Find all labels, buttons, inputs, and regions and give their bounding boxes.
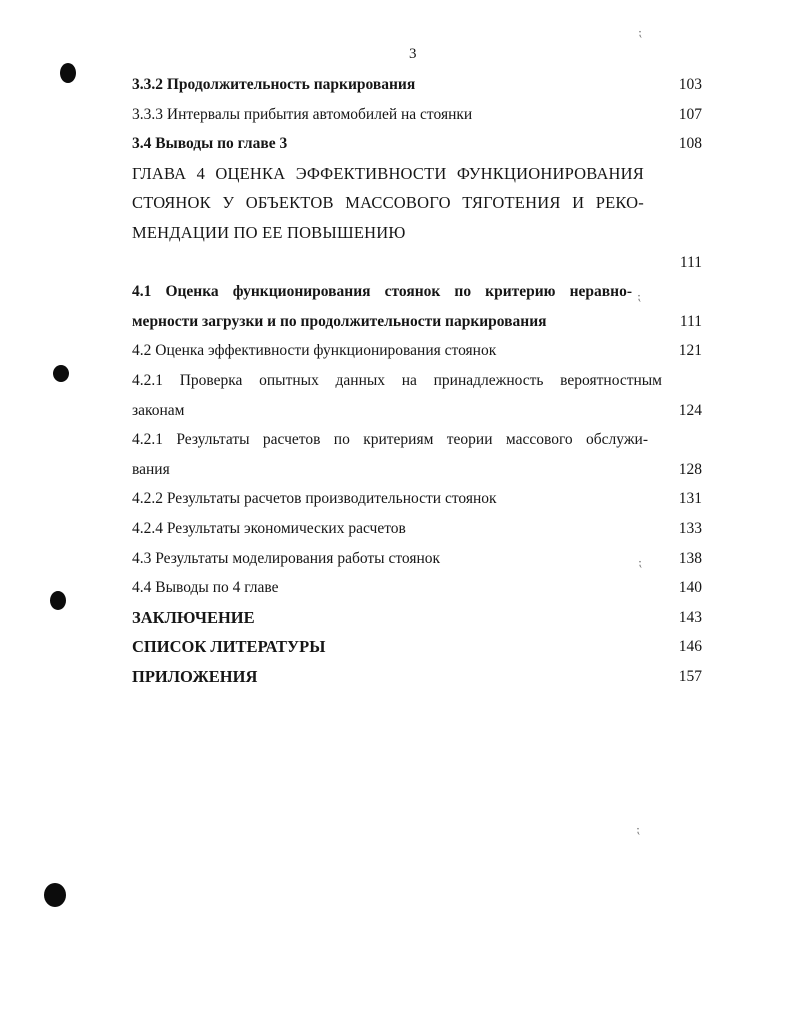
toc-entry-4-2-1a-line-2 xyxy=(132,396,702,426)
toc-entry-3-4 xyxy=(132,129,702,159)
toc-entry-label: мерности загрузки и по продолжительности паркирования xyxy=(132,312,547,330)
toc-entry-page: 124 xyxy=(678,401,702,419)
toc-entry-page: 133 xyxy=(678,519,702,537)
toc-entry-4-1-line-2 xyxy=(132,307,702,337)
toc-entry-page: 157 xyxy=(678,667,702,685)
toc-entry-page: 140 xyxy=(678,579,702,597)
toc-entry-conclusion xyxy=(132,603,702,633)
toc-entry-chapter-4-page-row xyxy=(132,248,702,278)
hole-punch-mark-4 xyxy=(44,883,66,907)
toc-entry-3-3-2 xyxy=(132,70,702,100)
toc-entry-page: 138 xyxy=(678,549,702,567)
toc-entry-4-2-4 xyxy=(132,514,702,544)
toc-entry-4-2-1b-line-1 xyxy=(132,425,702,455)
scan-speck-3: ⁏ xyxy=(638,555,643,569)
page-number: 3 xyxy=(409,46,417,62)
toc-entry-label: 4.2.2 Результаты расчетов производительности стоянок xyxy=(132,490,497,508)
toc-entry-page: 111 xyxy=(679,253,702,271)
scan-speck-2: ⁏ xyxy=(637,289,642,303)
toc-entry-label: законам xyxy=(132,401,185,419)
toc-entry-label: МЕНДАЦИИ ПО ЕЕ ПОВЫШЕНИЮ xyxy=(132,222,406,242)
toc-entry-label: ГЛАВА 4 ОЦЕНКА ЭФФЕКТИВНОСТИ ФУНКЦИОНИРОВАНИЯ xyxy=(132,163,644,183)
toc-entry-label: СПИСОК ЛИТЕРАТУРЫ xyxy=(132,637,326,657)
toc-entry-chapter-4-line-1 xyxy=(132,159,702,189)
toc-entry-chapter-4-line-3 xyxy=(132,218,702,248)
toc-entry-page: 128 xyxy=(678,460,702,478)
toc-entry-label: СТОЯНОК У ОБЪЕКТОВ МАССОВОГО ТЯГОТЕНИЯ И РЕКО- xyxy=(132,193,644,213)
toc-entry-page: 108 xyxy=(678,135,702,153)
toc-entry-appendices xyxy=(132,662,702,692)
toc-entry-page: 131 xyxy=(678,490,702,508)
hole-punch-mark-2 xyxy=(53,365,69,382)
toc-entry-label: вания xyxy=(132,460,170,478)
toc-entry-label: 3.4 Выводы по главе 3 xyxy=(132,135,288,153)
toc-entry-references xyxy=(132,632,702,662)
toc-entry-3-3-3 xyxy=(132,100,702,130)
toc-entry-label: 4.1 Оценка функционирования стоянок по критерию неравно- xyxy=(132,283,632,301)
toc-entry-chapter-4-line-2 xyxy=(132,188,702,218)
toc-entry-label: 3.3.2 Продолжительность паркирования xyxy=(132,76,416,93)
toc-entry-4-4 xyxy=(132,573,702,603)
toc-entry-4-2-1b-line-2 xyxy=(132,455,702,485)
toc-entry-4-2-1a-line-1 xyxy=(132,366,702,396)
scan-speck-1: ⁏ xyxy=(638,25,643,39)
toc-entry-page: 121 xyxy=(678,342,702,360)
toc-entry-label: 4.2.1 Проверка опытных данных на принадлежность вероятностным xyxy=(132,371,662,389)
toc-entry-label: ПРИЛОЖЕНИЯ xyxy=(132,666,258,686)
table-of-contents xyxy=(132,70,702,691)
toc-entry-4-2 xyxy=(132,336,702,366)
toc-entry-label: 3.3.3 Интервалы прибытия автомобилей на стоянки xyxy=(132,105,473,123)
toc-entry-page: 111 xyxy=(679,312,702,330)
toc-entry-label: 4.4 Выводы по 4 главе xyxy=(132,579,279,597)
toc-entry-label: 4.2.4 Результаты экономических расчетов xyxy=(132,519,406,537)
toc-entry-4-1-line-1 xyxy=(132,277,702,307)
hole-punch-mark-3 xyxy=(50,591,66,610)
toc-entry-label: 4.3 Результаты моделирования работы стоянок xyxy=(132,549,441,567)
toc-entry-page: 103 xyxy=(678,76,702,93)
toc-entry-label: 4.2 Оценка эффективности функционирования стоянок xyxy=(132,342,497,360)
toc-entry-4-3 xyxy=(132,544,702,574)
toc-entry-page: 146 xyxy=(678,638,702,656)
scan-speck-4: ⁏ xyxy=(636,822,641,836)
toc-entry-page: 143 xyxy=(678,608,702,626)
hole-punch-mark-1 xyxy=(60,63,76,83)
toc-entry-label: ЗАКЛЮЧЕНИЕ xyxy=(132,607,255,627)
toc-entry-label: 4.2.1 Результаты расчетов по критериям теории массового обслужи- xyxy=(132,431,648,449)
toc-entry-page: 107 xyxy=(678,105,702,123)
toc-entry-4-2-2 xyxy=(132,484,702,514)
